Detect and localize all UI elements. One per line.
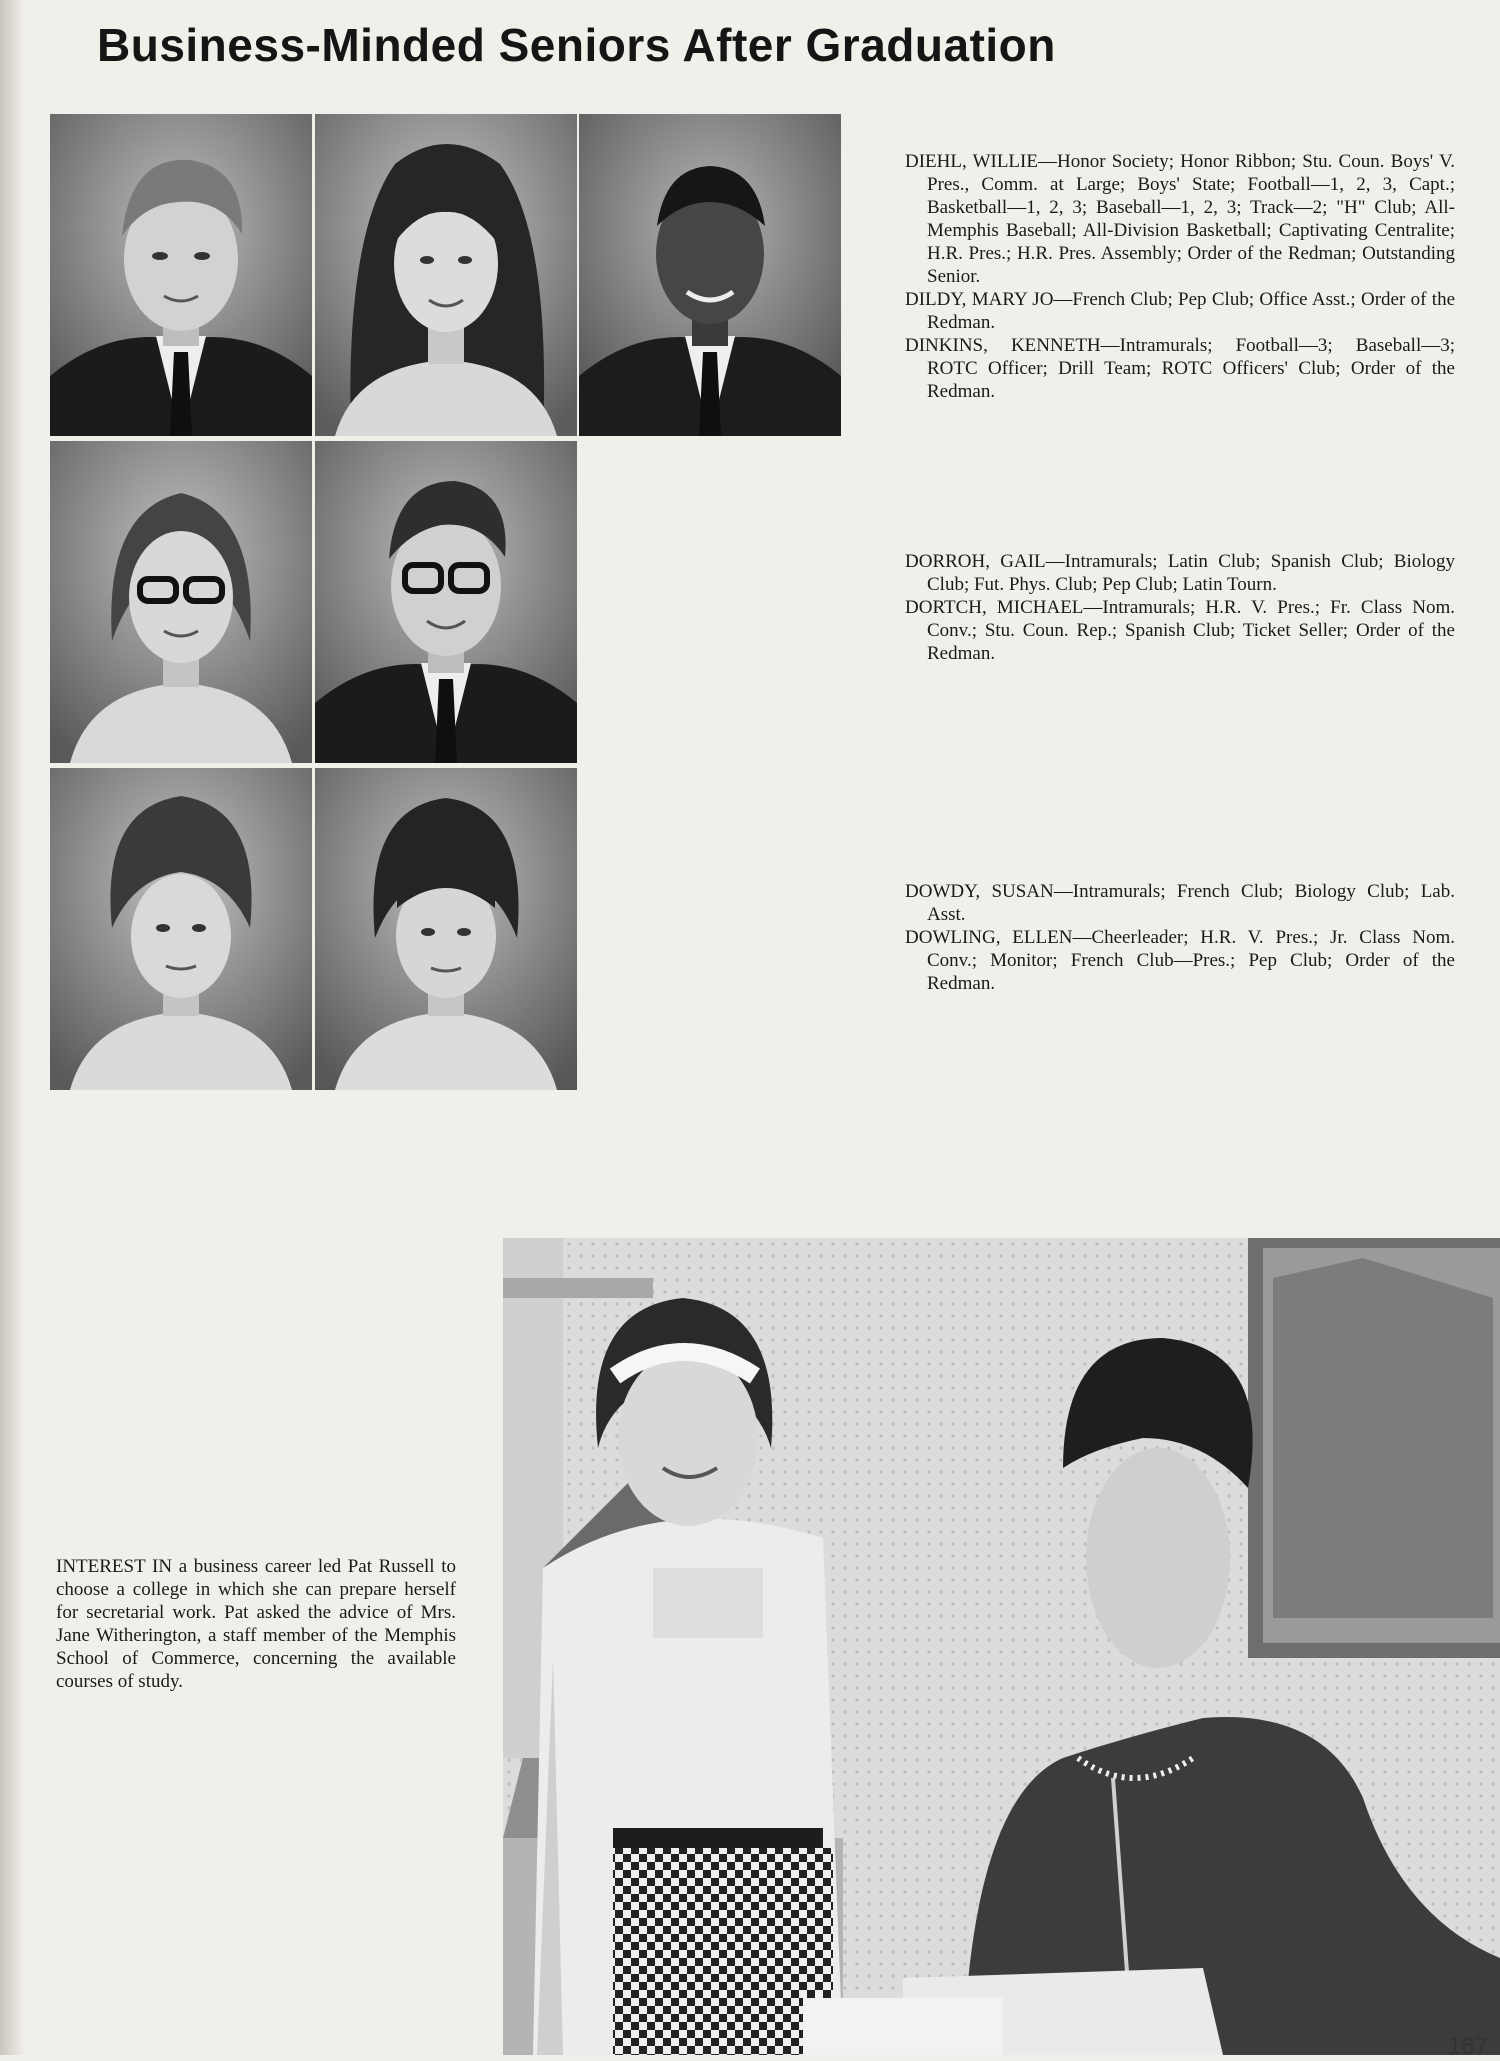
senior-activities: Intramurals; H.R. V. Pres.; Fr. Class Nom. Conv.; Stu. Coun. Rep.; Spanish Club; Ticket Seller; Order of the Redman. (927, 597, 1455, 664)
caption-lead: INTEREST IN (56, 1556, 173, 1577)
portrait-dowling-ellen (315, 768, 577, 1090)
photo-caption (56, 1555, 456, 1693)
page-title: Business-Minded Seniors After Graduation (97, 19, 1056, 71)
senior-name: DOWDY, SUSAN (905, 881, 1054, 902)
senior-name: DINKINS, KENNETH (905, 335, 1101, 356)
portrait-diehl-willie (50, 114, 312, 436)
senior-activities: Intramurals; French Club; Biology Club; Lab. Asst. (927, 881, 1455, 925)
senior-activities: Honor Society; Honor Ribbon; Stu. Coun. Boys' V. Pres., Comm. at Large; Boys' State; Football—1, 2, 3, Capt.; Basketball—1, 2, 3; Baseball—1, 2, 3; Track—2; "H" Club; All-Memphis Baseball; All-Division Basketball; Captivating Centralite; H.R. Pres.; H.R. Pres. Assembly; Order of the Redman; Outstanding Senior. (927, 151, 1455, 287)
senior-entry: DILDY, MARY JO—French Club; Pep Club; Office Asst.; Order of the Redman. (905, 289, 1455, 333)
senior-name: DIEHL, WILLIE (905, 151, 1038, 172)
senior-entry: DIEHL, WILLIE—Honor Society; Honor Ribbon; Stu. Coun. Boys' V. Pres., Comm. at Large; Boys' State; Football—1, 2, 3, Capt.; Basketball—1, 2, 3; Baseball—1, 2, 3; Track—2; "H" Club; All-Memphis Baseball; All-Division Basketball; Captivating Centralite; H.R. Pres.; H.R. Pres. Assembly; Order of the Redman; Outstanding Senior. (905, 151, 1455, 287)
senior-name: DOWLING, ELLEN (905, 927, 1073, 948)
senior-name: DILDY, MARY JO (905, 289, 1054, 310)
senior-name: DORROH, GAIL (905, 551, 1046, 572)
senior-group-3 (905, 880, 1455, 995)
portrait-dortch-michael (315, 441, 577, 763)
senior-group-2 (905, 550, 1455, 665)
portrait-dinkins-kenneth (579, 114, 841, 436)
senior-activities: Cheerleader; H.R. V. Pres.; Jr. Class Nom. Conv.; Monitor; French Club—Pres.; Pep Club; Order of the Redman. (927, 927, 1455, 994)
senior-group-1 (905, 150, 1455, 403)
senior-activities: French Club; Pep Club; Office Asst.; Order of the Redman. (927, 289, 1455, 333)
portrait-dorroh-gail (50, 441, 312, 763)
portrait-dowdy-susan (50, 768, 312, 1090)
senior-entry: DINKINS, KENNETH—Intramurals; Football—3; Baseball—3; ROTC Officer; Drill Team; ROTC Officers' Club; Order of the Redman. (905, 335, 1455, 402)
senior-entry: DOWDY, SUSAN—Intramurals; French Club; Biology Club; Lab. Asst. (905, 881, 1455, 925)
senior-activities: Intramurals; Football—3; Baseball—3; ROTC Officer; Drill Team; ROTC Officers' Club; Order of the Redman. (927, 335, 1455, 402)
portrait-dildy-mary-jo (315, 114, 577, 436)
candid-photo-pat-russell (503, 1238, 1500, 2055)
senior-entry: DOWLING, ELLEN—Cheerleader; H.R. V. Pres.; Jr. Class Nom. Conv.; Monitor; French Club—Pres.; Pep Club; Order of the Redman. (905, 927, 1455, 994)
senior-entry: DORTCH, MICHAEL—Intramurals; H.R. V. Pres.; Fr. Class Nom. Conv.; Stu. Coun. Rep.; Spanish Club; Ticket Seller; Order of the Redman. (905, 597, 1455, 664)
page-binding-shadow (0, 0, 24, 2055)
page-number: 167 (1447, 2033, 1488, 2060)
caption-body: a business career led Pat Russell to choose a college in which she can prepare herself for secretarial work. Pat asked the advice of Mrs. Jane Witherington, a staff member of the Memphis School of Commerce, concerning the available courses of study. (56, 1556, 457, 1692)
senior-activities: Intramurals; Latin Club; Spanish Club; Biology Club; Fut. Phys. Club; Pep Club; Latin Tourn. (927, 551, 1456, 595)
senior-name: DORTCH, MICHAEL (905, 597, 1084, 618)
senior-entry: DORROH, GAIL—Intramurals; Latin Club; Spanish Club; Biology Club; Fut. Phys. Club; Pep Club; Latin Tourn. (905, 551, 1456, 595)
